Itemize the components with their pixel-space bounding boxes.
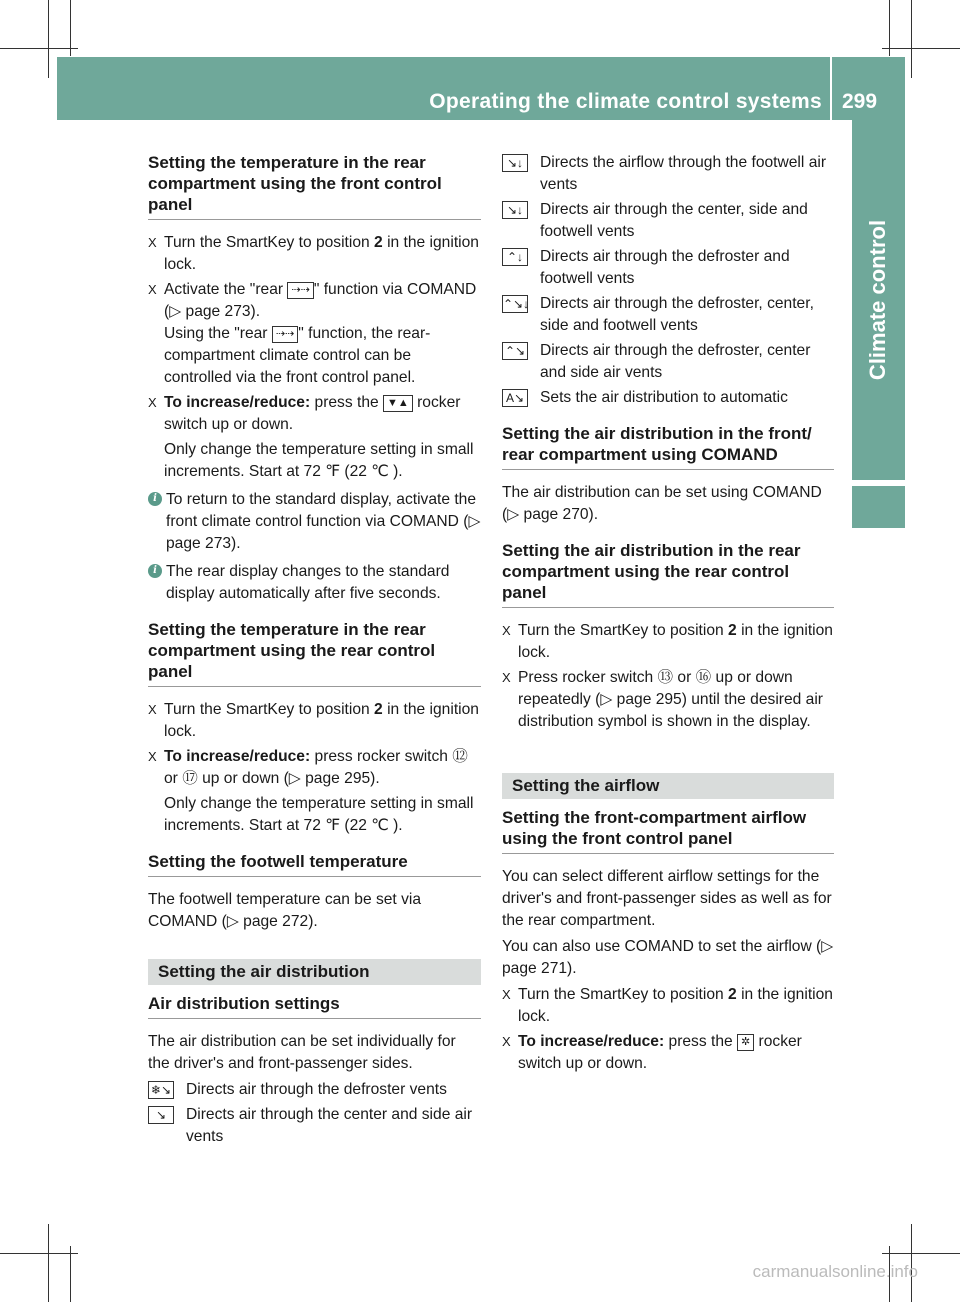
section-band: Setting the air distribution	[148, 959, 481, 985]
info-icon: i	[148, 564, 162, 578]
air-distribution-row: ↘ Directs air through the center and side air vents	[148, 1104, 481, 1148]
crop-mark	[70, 1246, 71, 1302]
paragraph: You can select different airflow settings for the driver's and front-passenger sides as well as for the rear compartment.	[502, 868, 832, 929]
air-distribution-row: ⌃↘↓ Directs air through the defroster, center, side and footwell vents	[503, 295, 814, 334]
step-arrow-icon: X	[502, 1034, 511, 1049]
watermark: carmanualsonline.info	[752, 1262, 918, 1281]
crop-mark	[70, 0, 71, 56]
section-heading: Setting the air distribution in the front/ rear compartment using COMAND	[502, 423, 834, 470]
step-arrow-icon: X	[502, 670, 511, 685]
section-heading: Setting the footwell temperature	[148, 851, 481, 877]
step-arrow-icon: X	[148, 235, 157, 250]
info-note: i The rear display changes to the standard display automatically after five seconds.	[148, 561, 481, 605]
crop-mark	[0, 1253, 78, 1254]
page-number: 299	[842, 90, 878, 113]
page-title: Operating the climate control systems	[429, 90, 822, 113]
auto-distribution-icon: A↘	[502, 389, 528, 407]
crop-mark	[882, 48, 960, 49]
instruction-step: X Press rocker switch ⑬ or ⑯ up or down repeatedly (▷ page 295) until the desired air distribution symbol is shown in the display.	[502, 669, 823, 730]
instruction-step: X To increase/reduce: press rocker switch ⑫ or ⑰ up or down (▷ page 295). Only change the temperature setting in small increments. Start at 72 ℉ (22 ℃ ).	[148, 748, 474, 834]
section-heading: Setting the front-compartment airflow using the front control panel	[502, 807, 834, 854]
rocker-switch-icon: ▼▲	[383, 395, 413, 412]
defroster-icon: ❄↘	[148, 1081, 174, 1099]
info-icon: i	[148, 492, 162, 506]
center-side-footwell-icon: ↘↓	[502, 201, 528, 219]
air-distribution-row: ↘↓ Directs air through the center, side and footwell vents	[502, 199, 834, 243]
paragraph: The air distribution can be set individually for the driver's and front-passenger sides.	[148, 1033, 456, 1072]
air-distribution-row: ⌃↓ Directs air through the defroster and footwell vents	[502, 246, 834, 290]
chapter-marker	[852, 486, 905, 528]
step-arrow-icon: X	[148, 749, 157, 764]
defroster-center-footwell-icon: ⌃↘↓	[503, 297, 530, 311]
crop-mark	[48, 1224, 49, 1302]
air-distribution-row: ⌃↘ Directs air through the defroster, center and side air vents	[502, 340, 834, 384]
air-distribution-row: ↘↓ Directs the airflow through the footwell air vents	[502, 152, 834, 196]
section-heading: Setting the temperature in the rear compartment using the rear control panel	[148, 619, 481, 687]
crop-mark	[889, 0, 890, 56]
instruction-step: X Activate the "rear ⇢⇢ " function via COMAND (▷ page 273). Using the "rear ⇢⇢ " function, the rear-compartment climate control can be controlled via the front control panel.	[148, 281, 477, 386]
airflow-icon: ✲	[737, 1034, 754, 1051]
center-side-vent-icon: ↘	[148, 1106, 174, 1124]
instruction-step: X Turn the SmartKey to position 2 in the ignition lock.	[148, 701, 479, 740]
footwell-vent-icon: ↘↓	[502, 154, 528, 172]
section-heading: Setting the temperature in the rear compartment using the front control panel	[148, 152, 481, 220]
chapter-label: Climate control	[865, 219, 891, 381]
info-note: i To return to the standard display, activate the front climate control function via COMAND (▷ page 273).	[148, 489, 481, 555]
crop-mark	[911, 0, 912, 78]
paragraph: The air distribution can be set using COMAND (▷ page 270).	[502, 484, 822, 523]
instruction-step: X To increase/reduce: press the ▼▲ rocker switch up or down. Only change the temperature setting in small increments. Start at 72 ℉ (22 ℃ ).	[148, 394, 474, 480]
step-arrow-icon: X	[148, 702, 157, 717]
crop-mark	[0, 48, 78, 49]
instruction-step: X To increase/reduce: press the ✲ rocker switch up or down.	[502, 1033, 802, 1072]
paragraph: You can also use COMAND to set the airflow (▷ page 271).	[502, 938, 834, 977]
step-arrow-icon: X	[148, 395, 157, 410]
instruction-step: X Turn the SmartKey to position 2 in the ignition lock.	[148, 234, 479, 273]
crop-mark	[882, 1253, 960, 1254]
paragraph: The footwell temperature can be set via COMAND (▷ page 272).	[148, 891, 422, 930]
section-band: Setting the airflow	[502, 773, 834, 799]
rear-climate-icon: ⇢⇢	[287, 282, 313, 299]
crop-mark	[48, 0, 49, 78]
step-arrow-icon: X	[148, 282, 157, 297]
instruction-step: X Turn the SmartKey to position 2 in the ignition lock.	[502, 986, 833, 1025]
right-column	[502, 152, 834, 1078]
defroster-footwell-icon: ⌃↓	[502, 248, 528, 266]
header-separator	[830, 57, 832, 120]
air-distribution-row: A↘ Sets the air distribution to automatic	[502, 387, 834, 409]
instruction-step: X Turn the SmartKey to position 2 in the ignition lock.	[502, 622, 833, 661]
section-heading: Setting the air distribution in the rear compartment using the rear control panel	[502, 540, 834, 608]
left-column	[148, 152, 481, 1151]
defroster-center-icon: ⌃↘	[502, 342, 528, 360]
step-arrow-icon: X	[502, 987, 511, 1002]
step-arrow-icon: X	[502, 623, 511, 638]
section-heading: Air distribution settings	[148, 993, 481, 1019]
air-distribution-row: ❄↘ Directs air through the defroster vents	[148, 1079, 481, 1101]
rear-climate-icon: ⇢⇢	[272, 326, 298, 343]
